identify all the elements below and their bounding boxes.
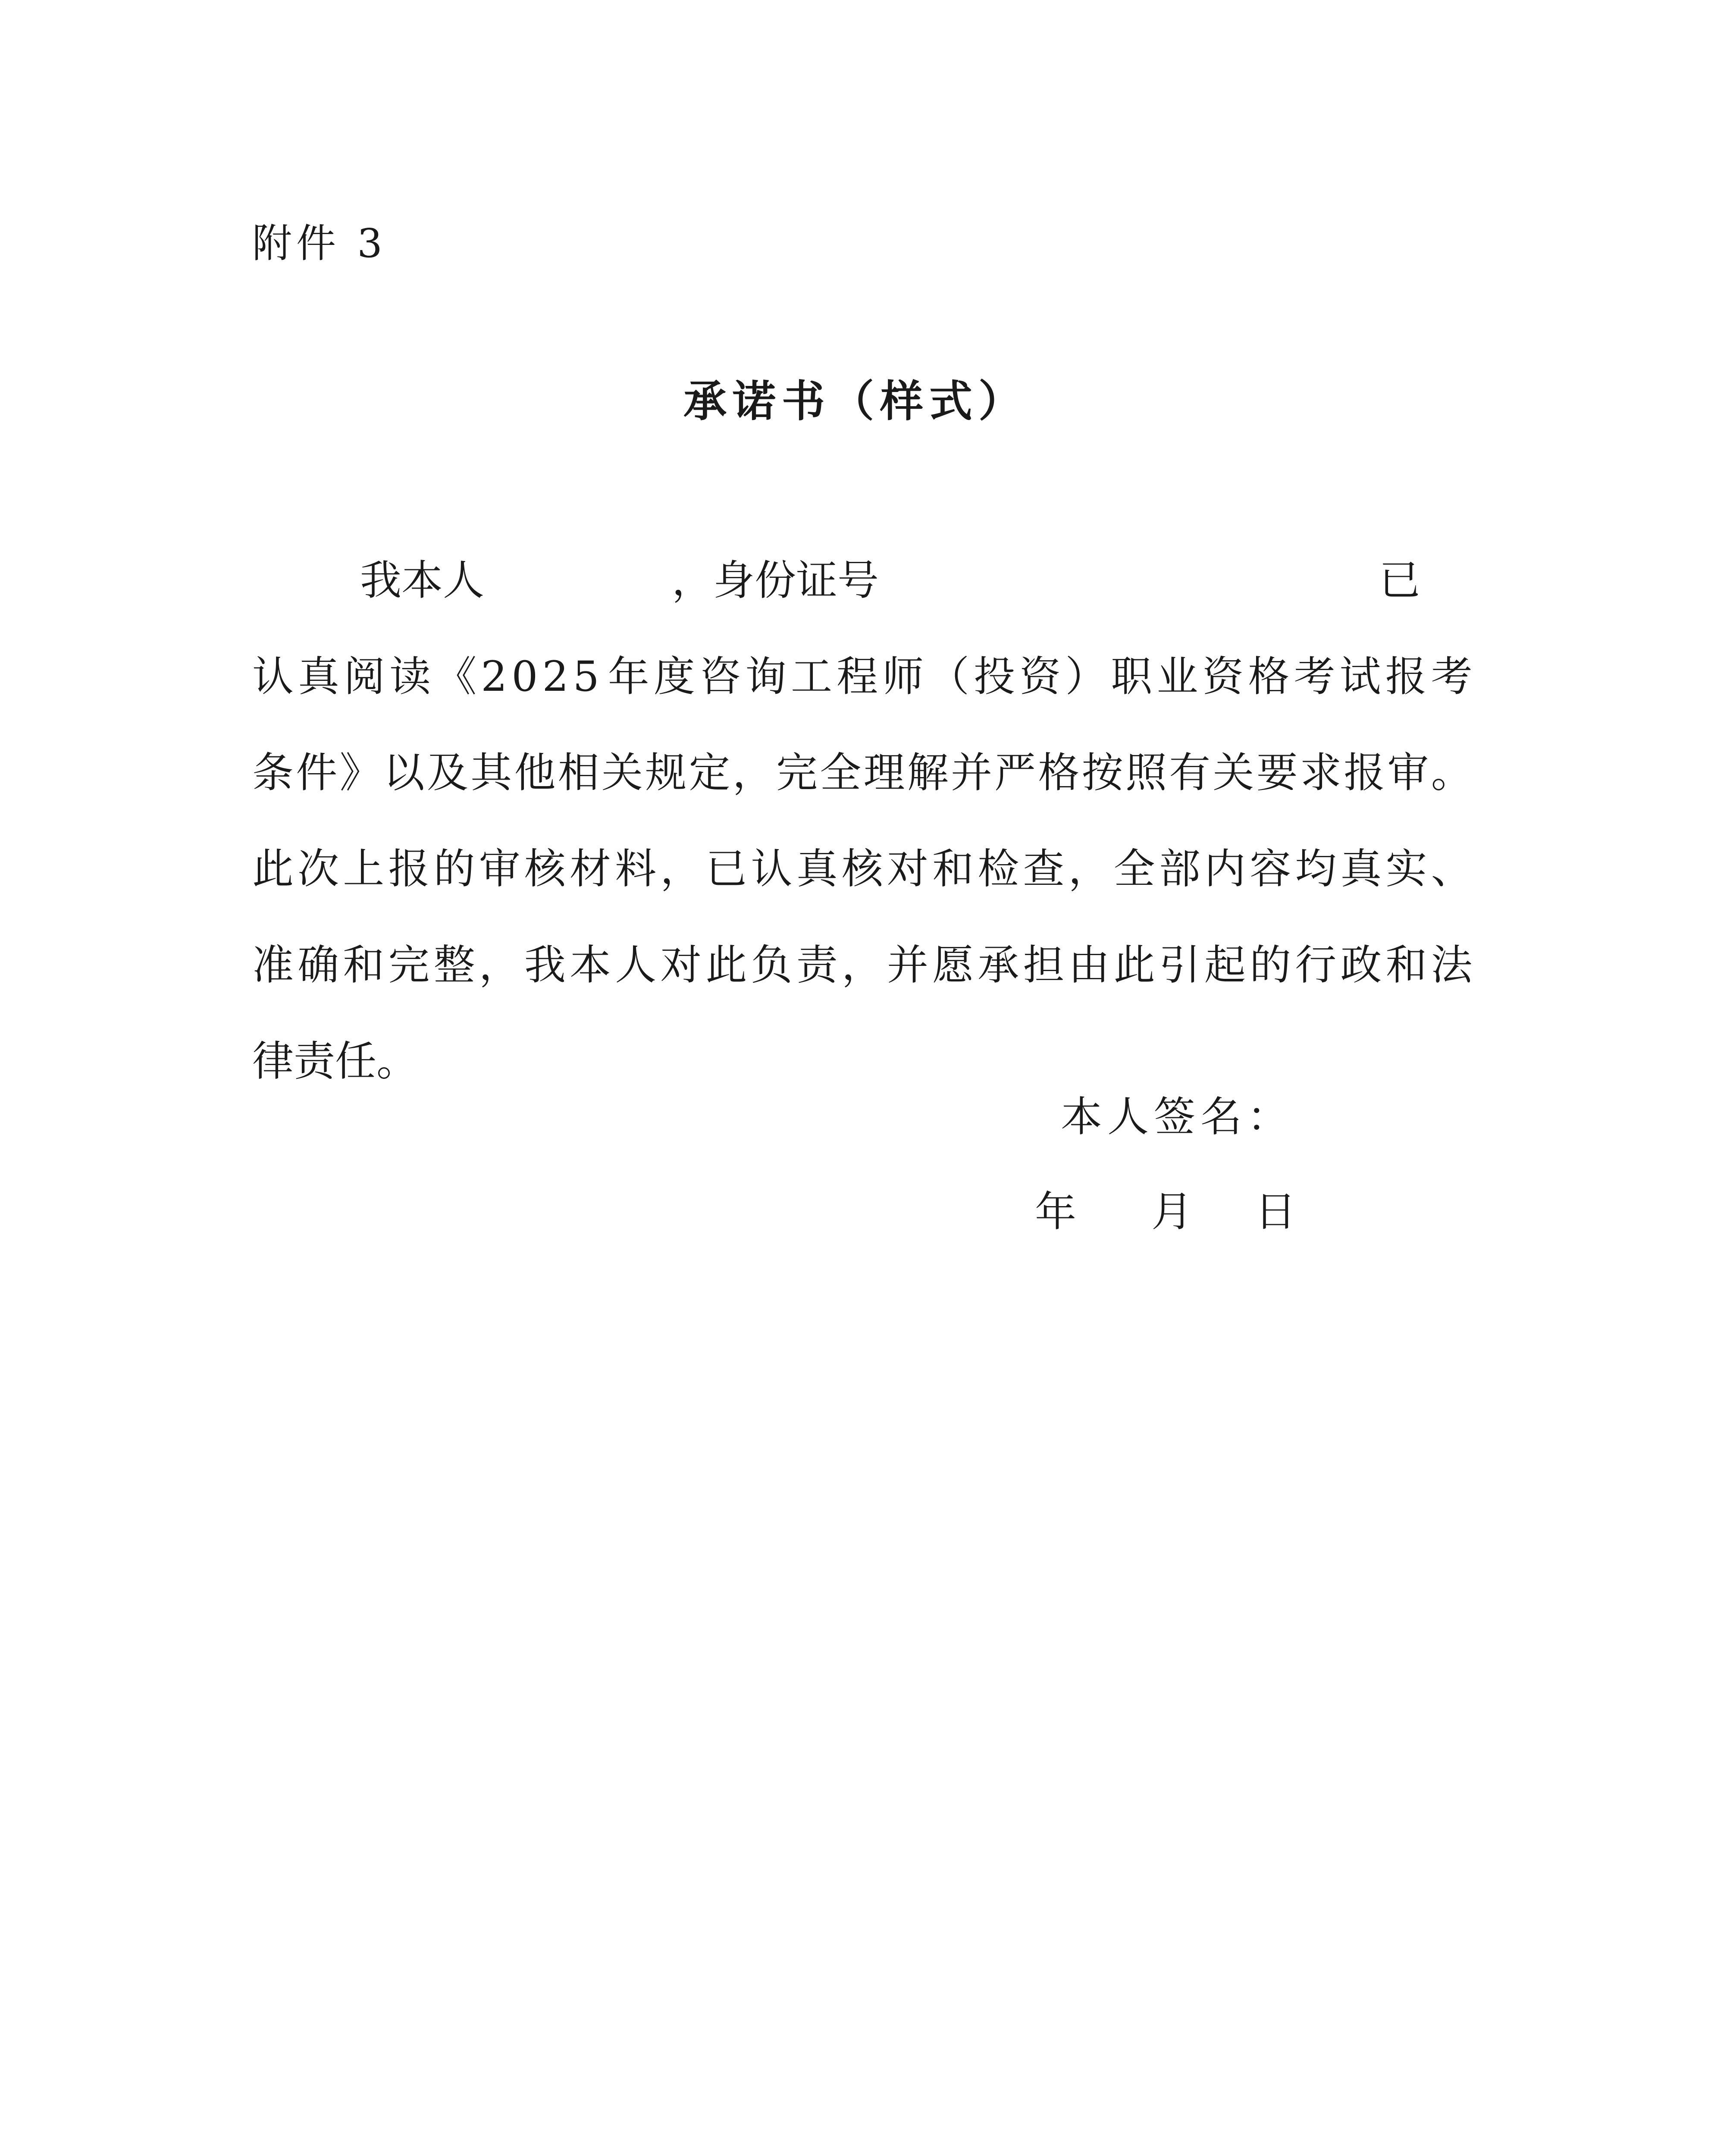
name-blank xyxy=(484,533,672,629)
body-line-2 xyxy=(252,629,1473,725)
signature-block xyxy=(1035,1069,1296,1259)
line1-end-text: 已 xyxy=(1379,556,1420,605)
date-row xyxy=(1035,1164,1296,1259)
signature-label: 本人签名： xyxy=(1061,1093,1294,1141)
date-day: 日 xyxy=(1255,1188,1296,1236)
body-line-3-text: 条 件 》 以 及 其 他 相 关 规 定 ， 完 全 理 解 并 严 格 按 照 有 关 要 求 报 审 。 xyxy=(252,749,1473,797)
body-line-6-text: 律责任。 xyxy=(252,1037,418,1085)
pledge-body xyxy=(252,533,1473,1109)
id-number-label: ，身份证号 xyxy=(672,556,879,605)
body-line-1 xyxy=(252,533,1473,629)
attachment-label: 附件 3 xyxy=(252,220,387,266)
body-line-4-text: 此 次 上 报 的 审 核 材 料 ， 已 认 真 核 对 和 检 查 ， 全 部 内 容 均 真 实 、 xyxy=(252,845,1473,893)
body-line-2-text: 认 真 阅 读 《 2 0 2 5 年 度 咨 询 工 程 师 （ 投 资 ） 职 业 资 格 考 试 报 考 xyxy=(252,652,1473,701)
body-line-4 xyxy=(252,821,1473,917)
body-line-3 xyxy=(252,725,1473,821)
paragraph-indent xyxy=(252,533,360,629)
date-year: 年 xyxy=(1035,1188,1076,1236)
id-number-blank xyxy=(879,533,1379,629)
body-line-5-text: 准 确 和 完 整 ， 我 本 人 对 此 负 责 ， 并 愿 承 担 由 此 引 起 的 行 政 和 法 xyxy=(252,941,1473,989)
self-intro-text: 我本人 xyxy=(360,556,484,605)
document-title: 承诺书（样式） xyxy=(683,376,1028,426)
date-month: 月 xyxy=(1151,1188,1193,1236)
body-line-5 xyxy=(252,917,1473,1013)
